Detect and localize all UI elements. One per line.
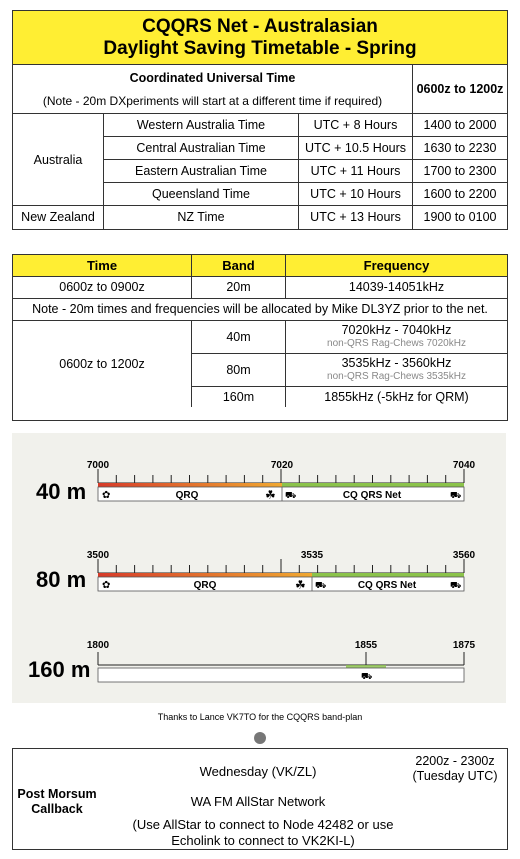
band-40m [36,460,476,504]
timetable-box [12,10,508,230]
qrq-bar [98,573,312,577]
band-plan-svg [12,433,506,703]
tick-label: 7000 [86,460,110,471]
tick-label: 7040 [452,460,476,471]
car-icon: ⛟ [450,580,462,590]
zone-local: 1630 to 2230 [413,137,508,160]
zone-offset: UTC + 11 Hours [299,160,413,183]
net-bar [346,665,386,668]
turtle-icon: ☘ [265,488,276,502]
car-icon: ⛟ [315,580,327,590]
utc-range: 0600z to 1200z [413,65,508,114]
freq-subnote: non-QRS Rag-Chews 7020kHz [327,337,466,349]
tick-label: 1800 [86,640,110,651]
tick-label: 3500 [86,550,110,561]
callback-time: 2200z - 2300z (Tuesday UTC) [412,754,498,783]
zone-offset: UTC + 13 Hours [299,206,413,229]
utc-heading-cell: Coordinated Universal Time (Note - 20m DXperiments will start at a different time if required) [13,65,413,114]
header-frequency: Frequency [286,255,508,276]
zone-local: 1900 to 0100 [413,206,508,229]
zone-local: 1400 to 2000 [413,114,508,137]
segment-box [98,668,464,682]
zone-local: 1600 to 2200 [413,183,508,206]
band-label: 160 m [28,657,91,682]
band-label: 80 m [36,567,87,592]
callback-box [12,748,508,850]
tick-marks [98,469,464,483]
freq-cell: 14039-14051kHz [286,276,508,298]
tick-label: 1855 [354,640,378,651]
car-icon: ⛟ [450,490,462,500]
net-label: CQ QRS Net [357,580,417,591]
freq-cell: 3535kHz - 3560kHz non-QRS Rag-Chews 3535kHz [286,353,508,386]
page-title: CQQRS Net - Australasian Daylight Saving Timetable - Spring [13,11,507,65]
thanks-note: Thanks to Lance VK7TO for the CQQRS band-plan [157,712,363,722]
timezone-table [13,64,507,229]
band-label: 40 m [36,479,87,504]
frequency-table [13,255,507,407]
callback-network: WA FM AllStar Network [190,794,326,809]
header-time: Time [13,255,192,276]
band-cell: 80m [192,353,286,386]
segment-box [98,487,464,501]
net-bar [282,483,464,487]
car-icon: ⛟ [285,490,297,500]
note-cell: Note - 20m times and frequencies will be allocated by Mike DL3YZ prior to the net. [13,298,507,320]
freq-subnote: non-QRS Rag-Chews 3535kHz [327,370,466,382]
zone-offset: UTC + 8 Hours [299,114,413,137]
australia-label: Australia [13,114,104,206]
time-cell: 0600z to 1200z [13,320,192,407]
callback-connect: (Use AllStar to connect to Node 42482 or use Echolink to connect to VK2KI-L) [132,817,394,848]
car-icon: ⛟ [361,671,373,681]
qrq-label: QRQ [193,580,217,591]
band-cell: 160m [192,386,286,407]
turtle-icon: ☘ [295,578,306,592]
qrq-bar [98,483,282,487]
time-cell: 0600z to 0900z [13,276,192,298]
zone-name: Eastern Australian Time [104,160,299,183]
zone-name: Queensland Time [104,183,299,206]
tick-label: 3560 [452,550,476,561]
callback-label: Post Morsum Callback [17,787,97,816]
band-80m [36,550,476,592]
net-label: CQ QRS Net [342,490,402,501]
zone-offset: UTC + 10.5 Hours [299,137,413,160]
zone-name: Western Australia Time [104,114,299,137]
header-band: Band [192,255,286,276]
tick-label: 1875 [452,640,476,651]
freq-cell: 7020kHz - 7040kHz non-QRS Rag-Chews 7020kHz [286,320,508,353]
tick-label: 3535 [300,550,324,561]
frequency-box [12,254,508,421]
carousel-dot[interactable] [254,732,266,744]
rabbit-icon: ✿ [102,490,111,501]
qrq-label: QRQ [175,490,199,501]
callback-day: Wednesday (VK/ZL) [199,764,317,779]
band-cell: 40m [192,320,286,353]
net-bar [312,573,464,577]
tick-label: 7020 [270,460,294,471]
rabbit-icon: ✿ [102,580,111,591]
nz-label: New Zealand [13,206,104,229]
zone-local: 1700 to 2300 [413,160,508,183]
zone-name: Central Australian Time [104,137,299,160]
zone-offset: UTC + 10 Hours [299,183,413,206]
tick-marks [98,559,464,573]
zone-name: NZ Time [104,206,299,229]
freq-cell: 1855kHz (-5kHz for QRM) [286,386,508,407]
band-cell: 20m [192,276,286,298]
band-plan [12,433,506,703]
band-160m [28,640,476,682]
